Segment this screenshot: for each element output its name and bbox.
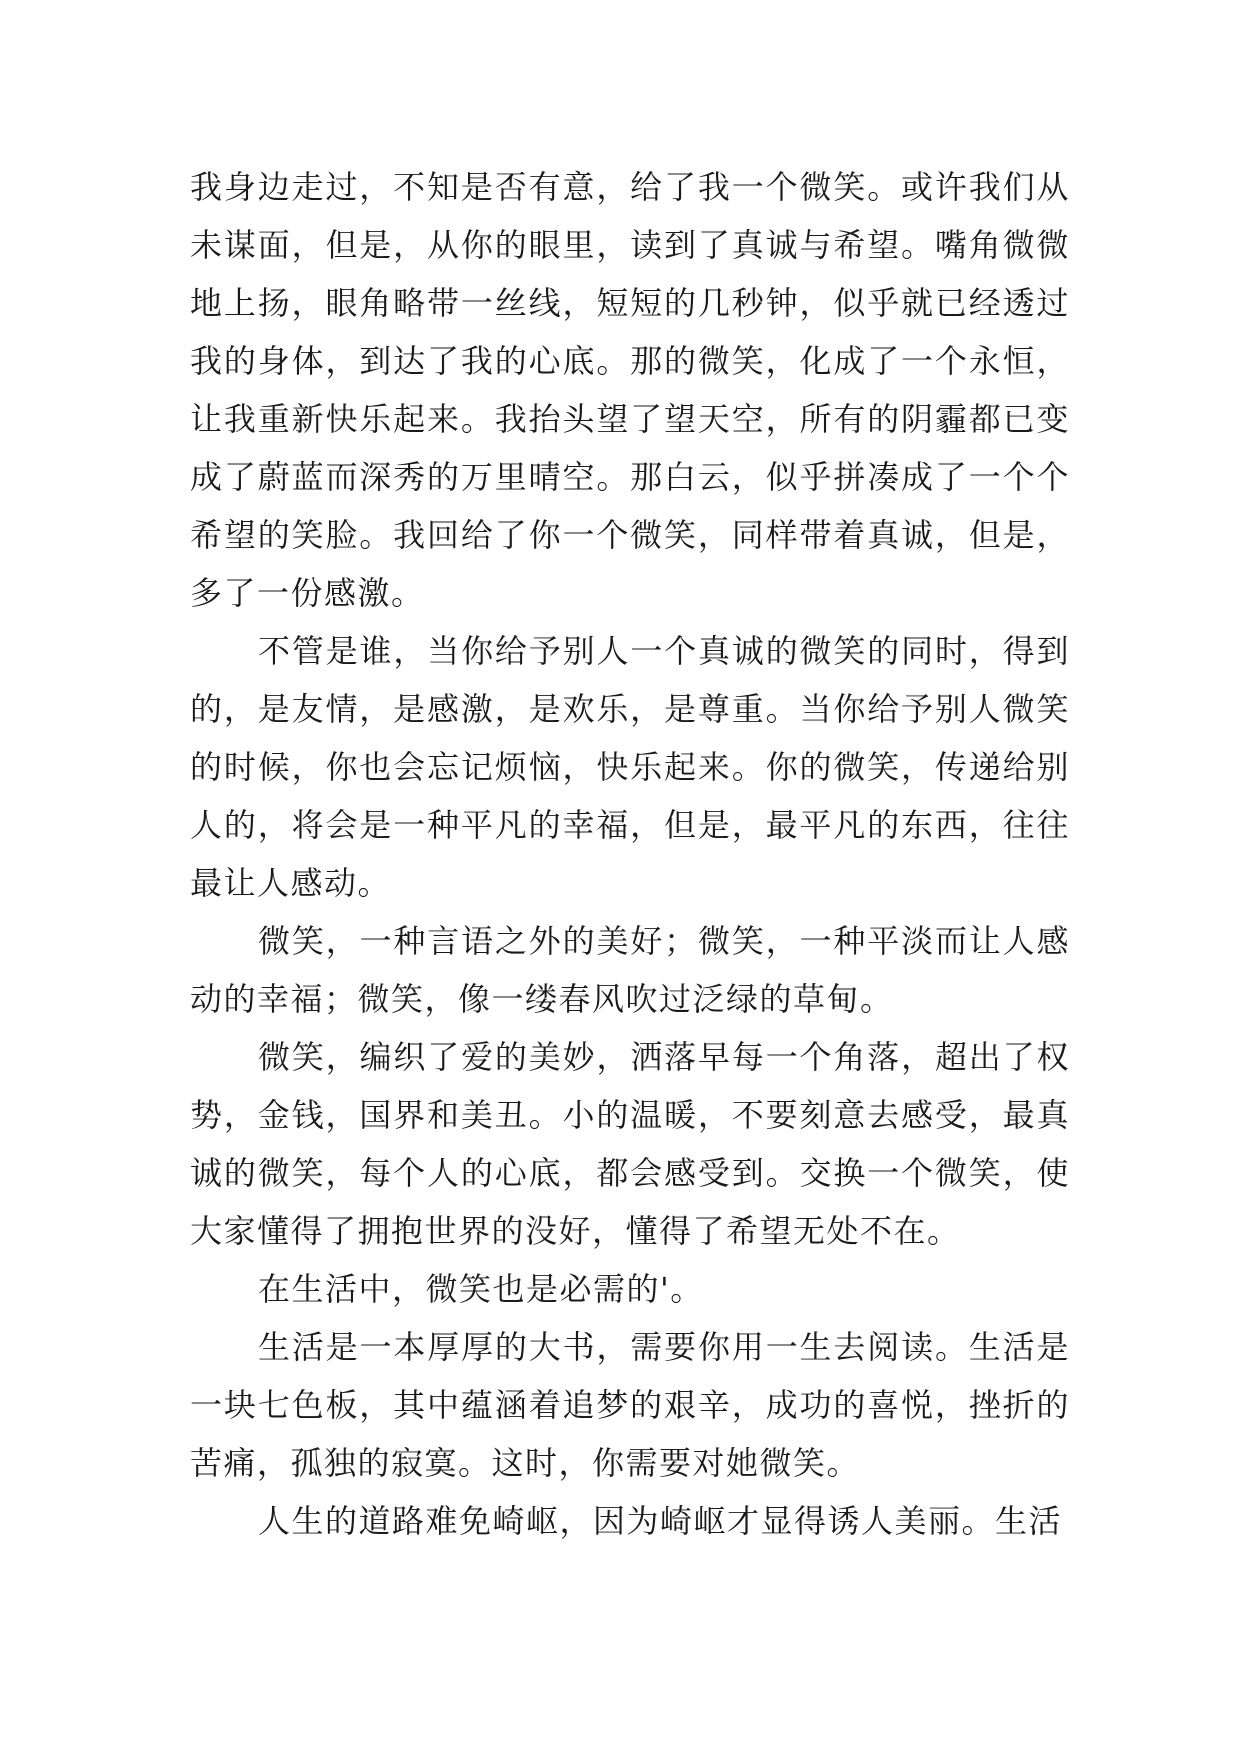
paragraph-3: 微笑，一种言语之外的美好；微笑，一种平淡而让人感动的幸福；微笑，像一缕春风吹过泛绿的草甸。	[190, 922, 1070, 1018]
paragraph-5: 在生活中，微笑也是必需的'。	[258, 1270, 704, 1308]
paragraph-7: 人生的道路难免崎岖，因为崎岖才显得诱人美丽。生活	[258, 1502, 1063, 1540]
paragraph-2: 不管是谁，当你给予别人一个真诚的微笑的同时，得到的，是友情，是感激，是欢乐，是尊重。当你给予别人微笑的时候，你也会忘记烦恼，快乐起来。你的微笑，传递给别人的，将会是一种平凡的幸福，但是，最平凡的东西，往往最让人感动。	[190, 632, 1070, 902]
paragraph-1: 我身边走过，不知是否有意，给了我一个微笑。或许我们从未谋面，但是，从你的眼里，读到了真诚与希望。嘴角微微地上扬，眼角略带一丝线，短短的几秒钟，似乎就已经透过我的身体，到达了我的心底。那的微笑，化成了一个永恒，让我重新快乐起来。我抬头望了望天空，所有的阴霾都已变成了蔚蓝而深秀的万里晴空。那白云，似乎拼凑成了一个个希望的笑脸。我回给了你一个微笑，同样带着真诚，但是，多了一份感激。	[190, 168, 1070, 612]
document-body	[190, 158, 1070, 1550]
paragraph-6: 生活是一本厚厚的大书，需要你用一生去阅读。生活是一块七色板，其中蕴涵着追梦的艰辛，成功的喜悦，挫折的苦痛，孤独的寂寞。这时，你需要对她微笑。	[190, 1328, 1070, 1482]
paragraph-4: 微笑，编织了爱的美妙，洒落早每一个角落，超出了权势，金钱，国界和美丑。小的温暖，不要刻意去感受，最真诚的微笑，每个人的心底，都会感受到。交换一个微笑，使大家懂得了拥抱世界的没好，懂得了希望无处不在。	[190, 1038, 1070, 1250]
